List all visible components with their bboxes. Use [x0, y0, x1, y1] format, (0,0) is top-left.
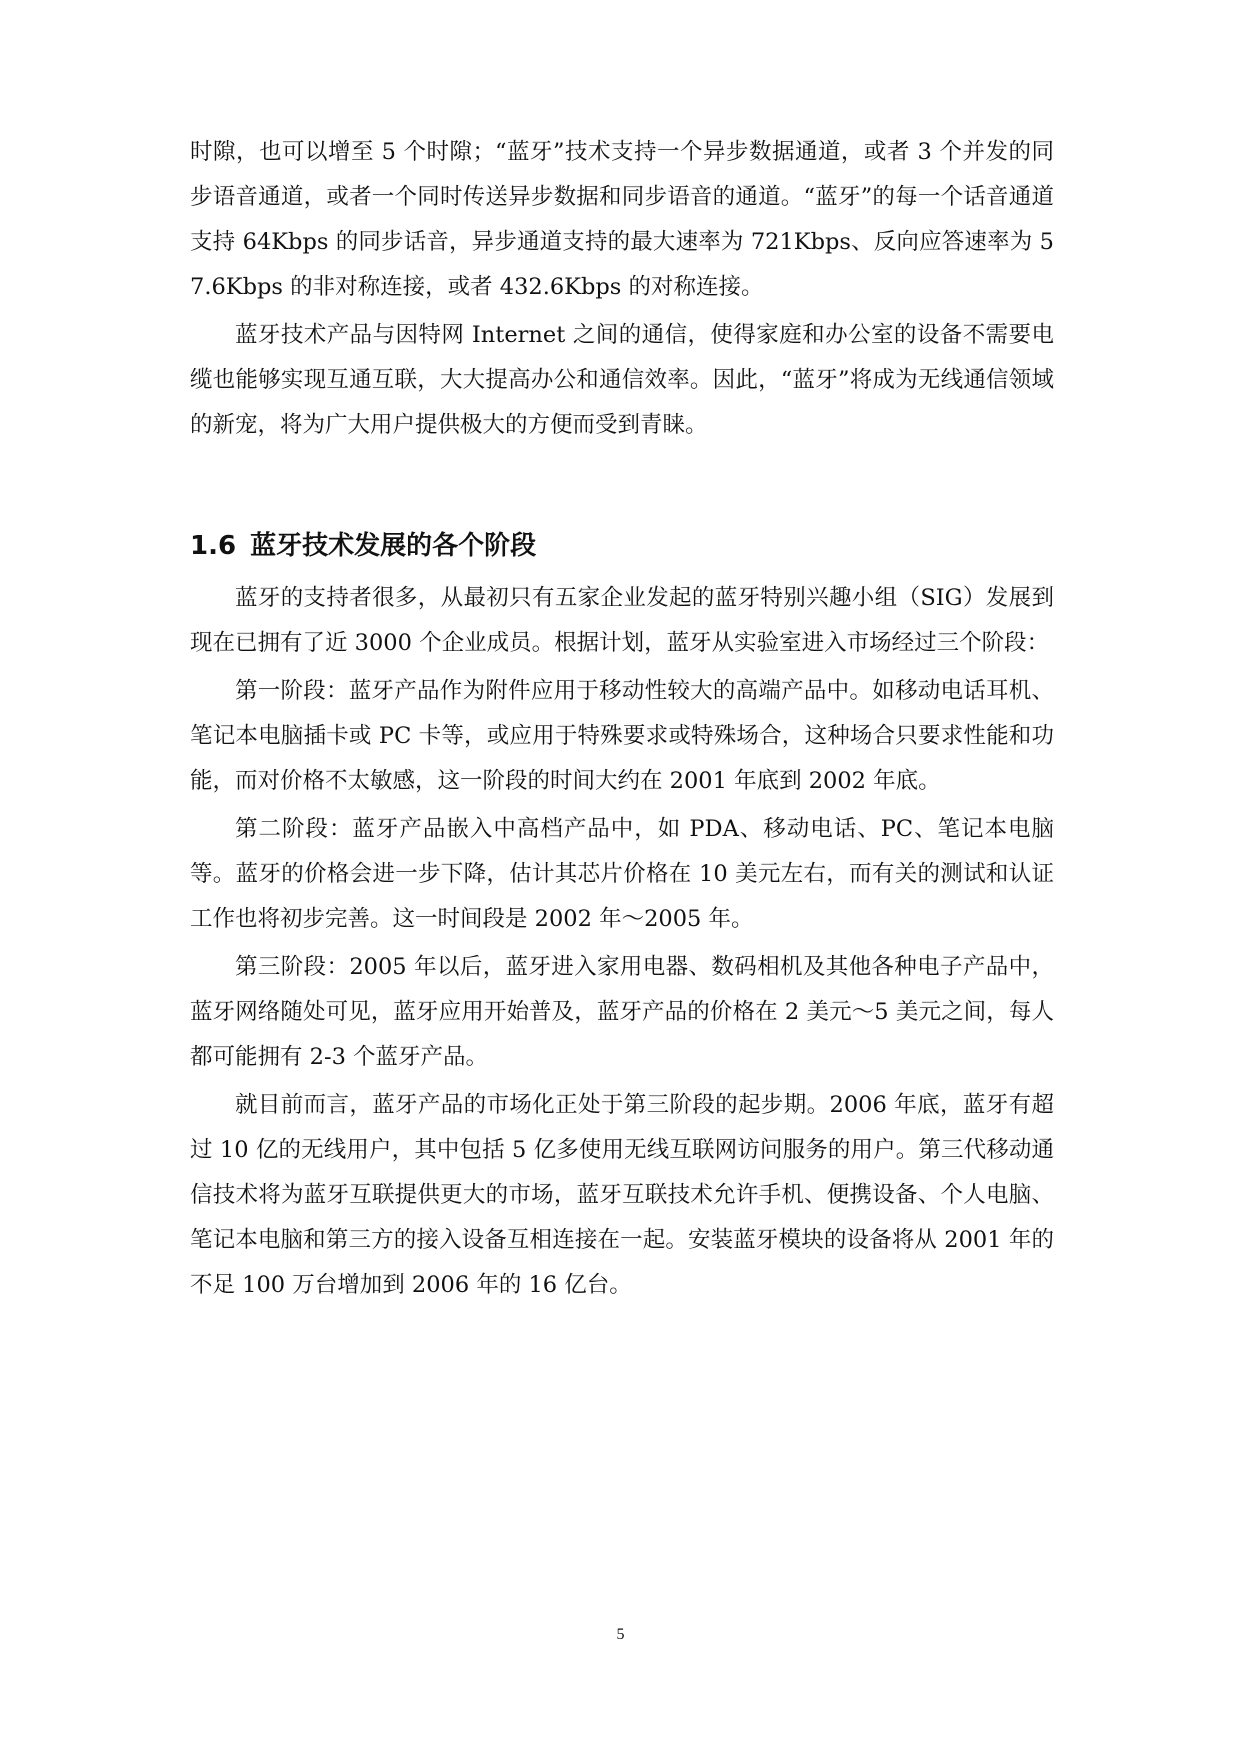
paragraph-stage-one: 第一阶段：蓝牙产品作为附件应用于移动性较大的高端产品中。如移动电话耳机、笔记本电脑插卡或 PC 卡等，或应用于特殊要求或特殊场合，这种场合只要求性能和功能，而对价格不太敏感，这一阶段的时间大约在 2001 年底到 2002 年底。 [190, 678, 1054, 794]
document-page [190, 130, 1054, 1311]
section-number: 1.6 [190, 531, 237, 561]
paragraph-current-status: 就目前而言，蓝牙产品的市场化正处于第三阶段的起步期。2006 年底，蓝牙有超过 10 亿的无线用户，其中包括 5 亿多使用无线互联网访问服务的用户。第三代移动通信技术将为蓝牙互联提供更大的市场，蓝牙互联技术允许手机、便携设备、个人电脑、笔记本电脑和第三方的接入设备互相连接在一起。安装蓝牙模块的设备将从 2001 年的不足 100 万台增加到 2006 年的 16 亿台。 [190, 1092, 1054, 1298]
paragraph-supporters: 蓝牙的支持者很多，从最初只有五家企业发起的蓝牙特别兴趣小组（SIG）发展到现在已拥有了近 3000 个企业成员。根据计划，蓝牙从实验室进入市场经过三个阶段： [190, 585, 1054, 656]
paragraph-stage-three: 第三阶段：2005 年以后，蓝牙进入家用电器、数码相机及其他各种电子产品中，蓝牙网络随处可见，蓝牙应用开始普及，蓝牙产品的价格在 2 美元～5 美元之间，每人都可能拥有 2-3 个蓝牙产品。 [190, 954, 1054, 1070]
section-title: 蓝牙技术发展的各个阶段 [250, 531, 537, 561]
paragraph-continued: 时隙，也可以增至 5 个时隙；“蓝牙”技术支持一个异步数据通道，或者 3 个并发的同步语音通道，或者一个同时传送异步数据和同步语音的通道。“蓝牙”的每一个话音通道支持 64Kbps 的同步话音，异步通道支持的最大速率为 721Kbps、反向应答速率为 57.6Kbps 的非对称连接，或者 432.6Kbps 的对称连接。 [190, 139, 1054, 300]
section-heading [190, 526, 1054, 566]
paragraph-stage-two: 第二阶段：蓝牙产品嵌入中高档产品中，如 PDA、移动电话、PC、笔记本电脑等。蓝牙的价格会进一步下降，估计其芯片价格在 10 美元左右，而有关的测试和认证工作也将初步完善。这一时间段是 2002 年～2005 年。 [190, 816, 1054, 932]
page-number: 5 [616, 1626, 625, 1643]
paragraph-internet: 蓝牙技术产品与因特网 Internet 之间的通信，使得家庭和办公室的设备不需要电缆也能够实现互通互联，大大提高办公和通信效率。因此，“蓝牙”将成为无线通信领域的新宠，将为广大用户提供极大的方便而受到青睐。 [190, 322, 1054, 438]
